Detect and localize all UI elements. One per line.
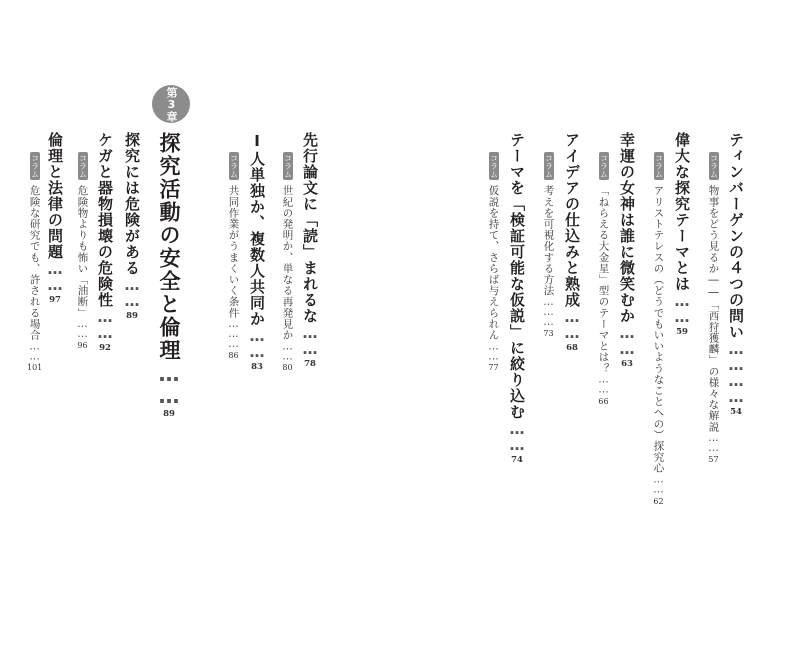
toc-entry-title: 偉大な探究テーマとは: [673, 132, 691, 292]
toc-entry-column[interactable]: [708, 152, 719, 464]
toc-entry-title: 考えを可視化する方法: [542, 185, 555, 296]
leader-dots: ………: [227, 318, 240, 349]
page-number: 101: [27, 363, 43, 373]
toc-entry[interactable]: [124, 132, 139, 321]
leader-dots: ……: [46, 260, 64, 292]
column-badge: コラム: [599, 154, 609, 178]
toc-entry-title: 世紀の発明か、単なる再発見か: [281, 185, 294, 341]
toc-entry-title: 探究には危険がある: [123, 132, 141, 276]
toc-entry[interactable]: [47, 132, 62, 305]
leader-dots: …………: [727, 340, 745, 404]
page-number: 96: [77, 341, 88, 351]
toc-entry-column[interactable]: [77, 152, 88, 350]
leader-dots: ……: [487, 340, 500, 361]
toc-entry-title: 幸運の女神は誰に微笑むか: [618, 132, 636, 324]
toc-entry[interactable]: [509, 132, 524, 465]
toc-entry-column[interactable]: [598, 152, 609, 406]
chapter-heading[interactable]: [158, 132, 179, 419]
page-number: 78: [304, 359, 316, 369]
column-badge: コラム: [544, 154, 554, 178]
column-badge: コラム: [489, 154, 499, 178]
page-number: 73: [543, 329, 554, 338]
page-number: 54: [730, 407, 742, 417]
chapter-title: 探究活動の安全と倫理: [157, 132, 181, 362]
toc-entry-title: 倫理と法律の問題: [46, 132, 64, 260]
column-badge: コラム: [283, 154, 293, 178]
toc-entry-title: I人単独か、複数人共同か: [248, 132, 266, 327]
toc-entry-title: テーマを「検証可能な仮説」に絞り込む: [508, 132, 526, 420]
leader-dots: ……: [248, 327, 266, 359]
toc-entry-title: ティンバーゲンの４つの問い: [727, 132, 745, 340]
toc-entry-title: 危険物よりも怖い「油断」: [76, 185, 89, 319]
leader-dots: ……: [28, 340, 41, 361]
column-badge: コラム: [229, 154, 239, 178]
toc-entry-column[interactable]: [282, 152, 293, 372]
toc-entry-title: 危険な研究でも、許される場合: [28, 185, 41, 341]
toc-entry-title: 仮説を持て、さらば与えられん: [487, 185, 500, 341]
toc-entry-column[interactable]: [228, 152, 239, 360]
leader-dots: ……: [563, 308, 581, 340]
leader-dots: ……: [707, 432, 720, 453]
toc-entry[interactable]: [302, 132, 317, 369]
toc-entry-title: 「ねらえる大金星」型のテーマとは？: [597, 185, 610, 374]
leader-dots: ……: [123, 276, 141, 308]
toc-entry[interactable]: [674, 132, 689, 337]
page-number: 80: [282, 363, 293, 373]
column-badge: コラム: [78, 154, 88, 178]
toc-entry[interactable]: [97, 132, 112, 353]
column-badge: コラム: [709, 154, 719, 178]
page-number: 89: [126, 311, 138, 321]
toc-entry-title: 共同作業がうまくいく条件: [227, 185, 240, 319]
page-number: 97: [49, 295, 61, 305]
leader-dots: ……: [652, 473, 665, 494]
toc-entry-title: ケガと器物損壊の危険性: [96, 132, 114, 308]
page-number: 66: [598, 396, 609, 406]
page-number: 74: [511, 455, 523, 465]
toc-entry-title: 先行論文に「読」まれるな: [301, 132, 319, 324]
leader-dots: ……: [508, 420, 526, 452]
leader-dots: ……: [618, 324, 636, 356]
page-number: 83: [251, 362, 263, 372]
leader-dots: ……: [157, 362, 181, 406]
leader-dots: ……: [281, 340, 294, 361]
page-number: 68: [566, 343, 578, 353]
column-badge: コラム: [30, 154, 40, 178]
chapter-badge: 第3章: [152, 85, 190, 123]
toc-entry-title: 物事をどう見るか――「西狩獲麟」の様々な解説: [707, 185, 720, 433]
page-number: 89: [163, 409, 175, 419]
page-number: 62: [653, 496, 664, 506]
toc-entry[interactable]: [249, 132, 264, 372]
toc-entry-column[interactable]: [27, 152, 42, 372]
leader-dots: ……: [673, 292, 691, 324]
page-number: 77: [488, 363, 499, 373]
column-badge: コラム: [654, 154, 664, 178]
leader-dots: ……: [76, 318, 89, 339]
toc-entry[interactable]: [728, 132, 743, 417]
leader-dots: ………: [542, 296, 555, 326]
toc-entry-column[interactable]: [488, 152, 499, 372]
toc-entry[interactable]: [564, 132, 579, 353]
toc-entry-column[interactable]: [653, 152, 664, 506]
leader-dots: ……: [301, 324, 319, 356]
toc-entry-column[interactable]: [543, 152, 554, 338]
page-number: 92: [99, 343, 111, 353]
toc-entry-title: アリストテレスの（どうでもいいようなことへの）探究心: [652, 185, 665, 474]
page-number: 59: [676, 327, 688, 337]
page-number: 57: [708, 455, 719, 465]
leader-dots: ……: [597, 373, 610, 394]
page-number: 63: [621, 359, 633, 369]
toc-entry[interactable]: [619, 132, 634, 369]
page-number: 86: [228, 351, 239, 361]
toc-entry-title: アイデアの仕込みと熟成: [563, 132, 581, 308]
leader-dots: ……: [96, 308, 114, 340]
